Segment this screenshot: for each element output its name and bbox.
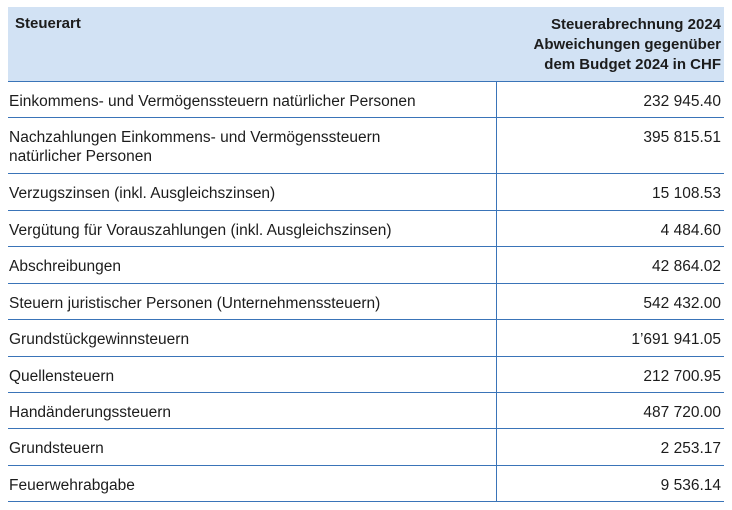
row-value: 487 720.00: [643, 404, 721, 421]
row-label: Grundstückgewinnsteuern: [8, 320, 497, 356]
row-label: Quellensteuern: [8, 357, 497, 392]
table-row: [8, 247, 724, 284]
table-row: [8, 357, 724, 393]
table-row: [8, 466, 724, 502]
row-value: 212 700.95: [643, 368, 721, 385]
header-steuerart: Steuerart: [15, 15, 81, 32]
row-label: Verzugszinsen (inkl. Ausgleichszinsen): [8, 174, 497, 210]
row-value: 15 108.53: [652, 185, 721, 202]
row-value: 232 945.40: [643, 93, 721, 110]
row-value: 9 536.14: [660, 477, 721, 494]
header-line-3: dem Budget 2024 in CHF: [544, 56, 721, 73]
header-line-2: Abweichungen gegenüber: [533, 36, 721, 53]
row-value: 4 484.60: [660, 222, 721, 239]
row-label: Einkommens- und Vermögenssteuern natürlicher Personen: [8, 82, 497, 117]
row-label: Feuerwehrabgabe: [8, 466, 497, 501]
table-row: [8, 211, 724, 247]
header-line-1: Steuerabrechnung 2024: [550, 16, 721, 33]
header-abrechnung: [497, 7, 724, 81]
table-row: [8, 82, 724, 118]
row-label: Abschreibungen: [8, 247, 497, 283]
table-row: [8, 429, 724, 466]
row-label: Grundsteuern: [8, 429, 497, 465]
table-row: [8, 320, 724, 357]
table-row: [8, 118, 724, 174]
tax-table: [8, 7, 724, 502]
table-row: [8, 174, 724, 211]
table-header: [8, 7, 724, 82]
row-value: 42 864.02: [652, 258, 721, 275]
row-value: 2 253.17: [660, 440, 721, 457]
row-label: Vergütung für Vorauszahlungen (inkl. Ausgleichszinsen): [8, 211, 497, 246]
row-label: Handänderungssteuern: [8, 393, 497, 428]
row-label: Steuern juristischer Personen (Unternehmenssteuern): [8, 284, 497, 319]
row-label: Nachzahlungen Einkommens- und Vermögenssteuern natürlicher Personen: [8, 118, 497, 173]
row-value: 1’691 941.05: [631, 331, 721, 348]
row-value: 542 432.00: [643, 295, 721, 312]
table-row: [8, 393, 724, 429]
row-value: 395 815.51: [643, 129, 721, 146]
table-row: [8, 284, 724, 320]
